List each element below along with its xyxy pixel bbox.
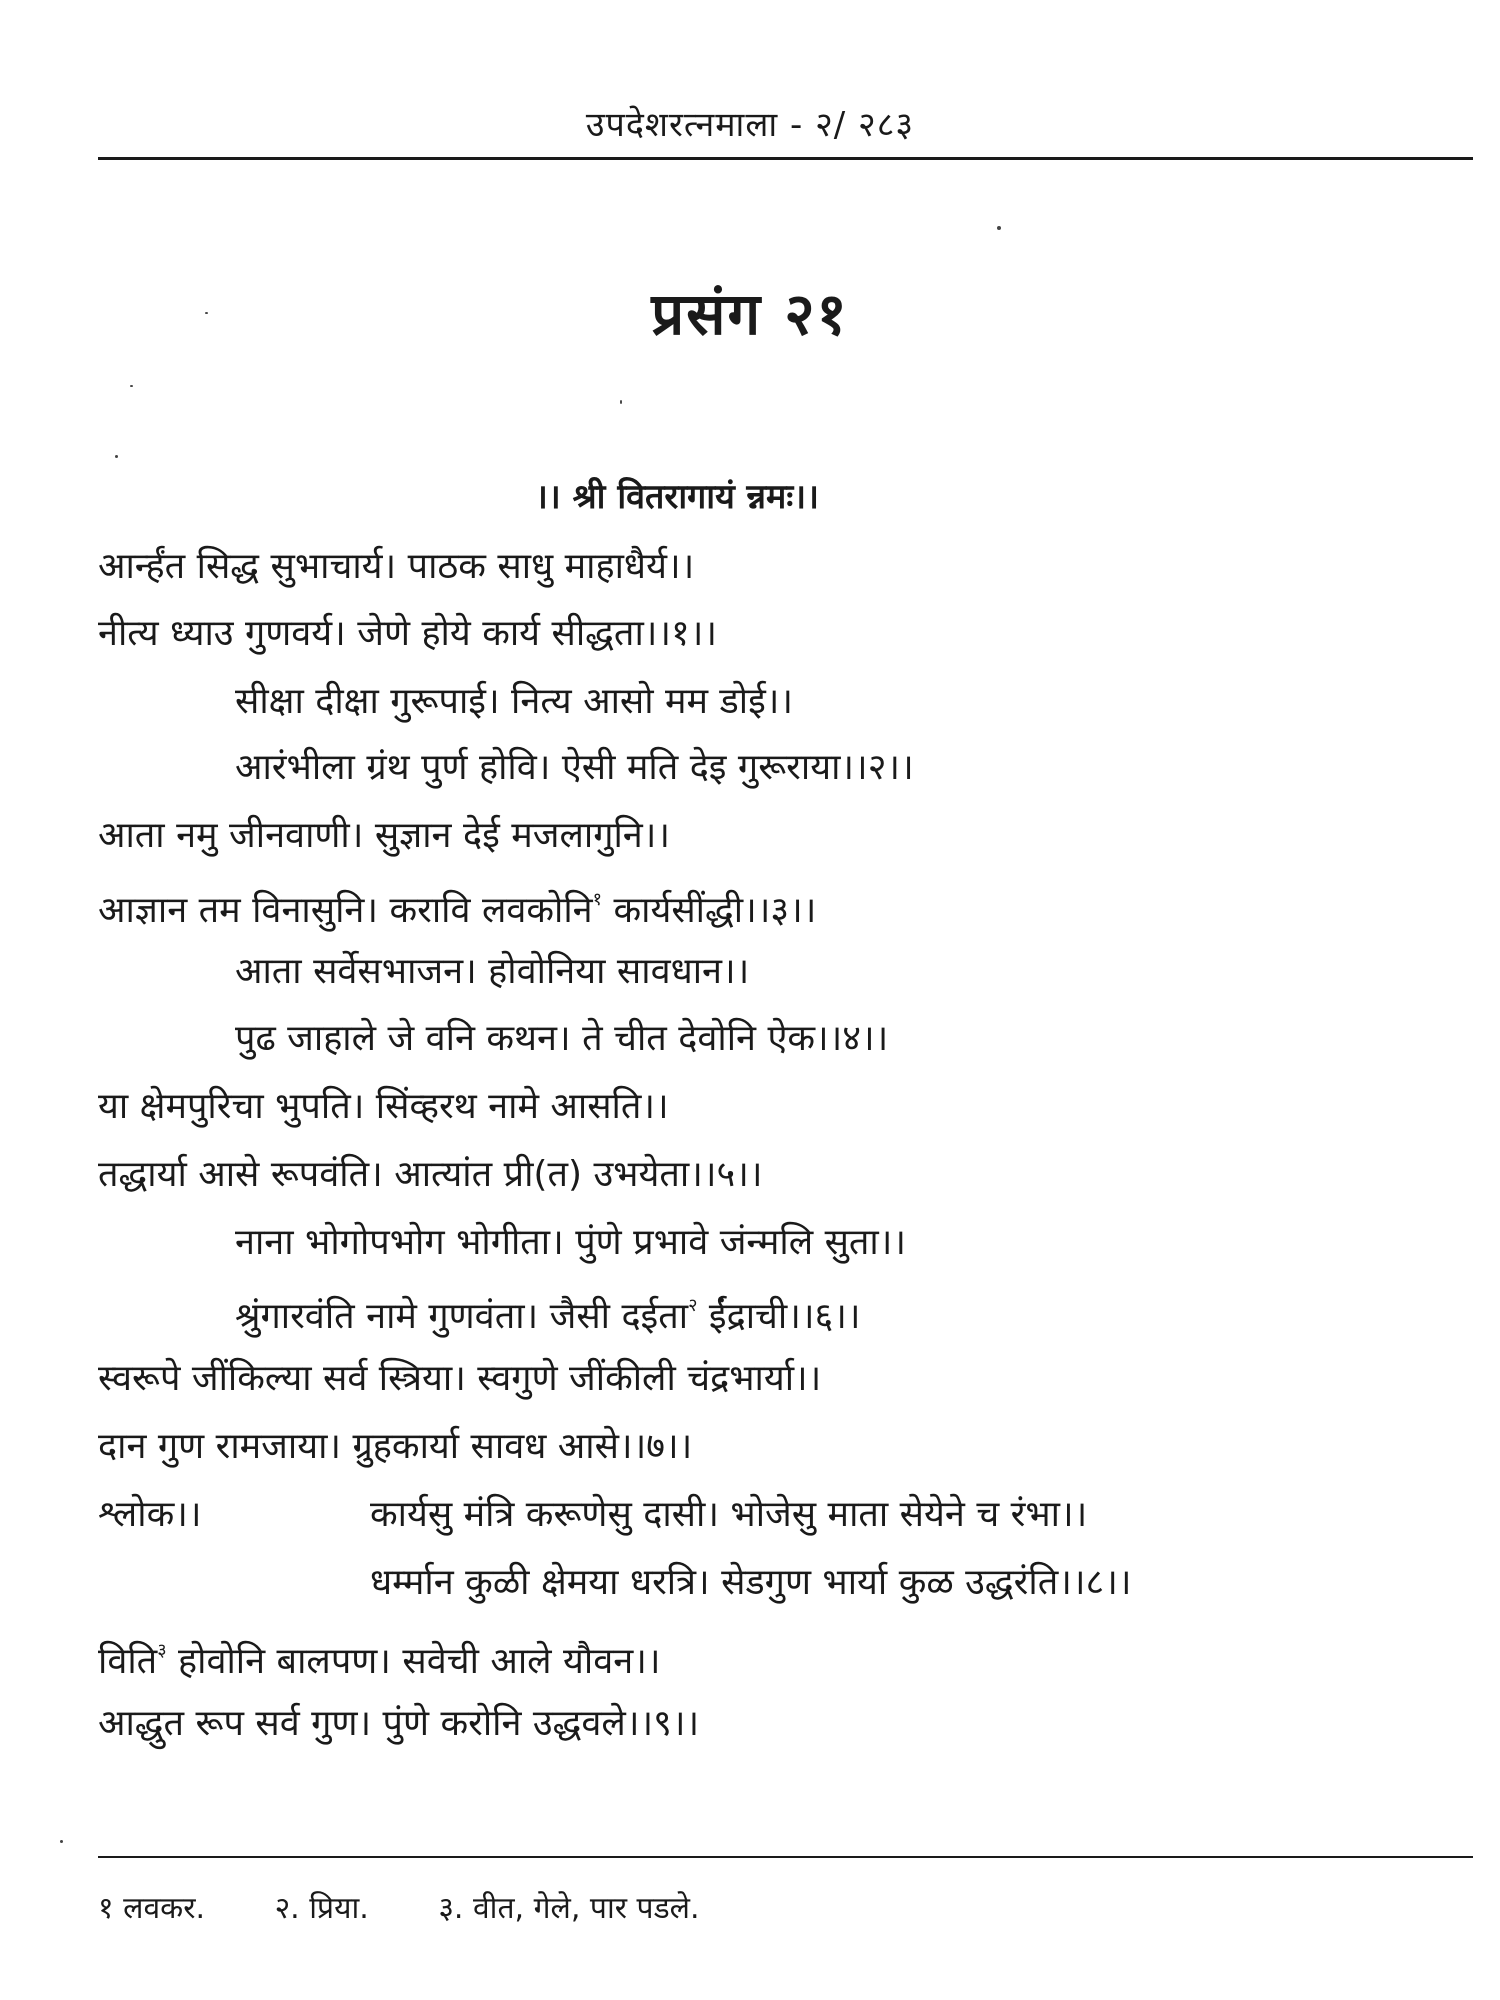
- footnote-marker: २: [688, 1295, 698, 1316]
- verse-line: या क्षेमपुरिचा भुपति। सिंव्हरथ नामे आसति।।: [98, 1086, 669, 1127]
- sloka-label: श्लोक।।: [98, 1494, 202, 1535]
- footnote-2: २. प्रिया.: [274, 1891, 369, 1926]
- verse-line: श्रुंगारवंति नामे गुणवंता। जैसी दईता$^२$ ईंद्राची।।६।।: [235, 1295, 861, 1337]
- scan-speck: [130, 385, 133, 387]
- verse-line: आरंभीला ग्रंथ पुर्ण होवि। ऐसी मति देइ गुरूराया।।२।।: [235, 747, 914, 788]
- footnote-1: १ लवकर.: [98, 1891, 206, 1926]
- verse-line: नीत्य ध्याउ गुणवर्य। जेणे होये कार्य सीद्धता।।१।।: [98, 613, 718, 654]
- scan-speck: [620, 400, 622, 404]
- header-rule: [98, 157, 1473, 160]
- footnote-3: ३. वीत, गेले, पार पडले.: [438, 1891, 700, 1926]
- scan-speck: [205, 312, 208, 314]
- scan-speck: [115, 455, 118, 458]
- verse-line: स्वरूपे जींकिल्या सर्व स्त्रिया। स्वगुणे जींकीली चंद्रभार्या।।: [98, 1358, 822, 1399]
- scan-speck: [60, 1840, 63, 1843]
- verse-line: कार्यसु मंत्रि करूणेसु दासी। भोजेसु माता सेयेने च रंभा।।: [370, 1494, 1088, 1535]
- verse-line: आर्न्हंत सिद्ध सुभाचार्य। पाठक साधु माहाधैर्य।।: [98, 546, 695, 587]
- invocation-line: ।। श्री वितरागायं न्नमः।।: [535, 477, 819, 517]
- chapter-title: प्रसंग २१: [651, 280, 849, 348]
- verse-line: तद्धार्या आसे रूपवंति। आत्यांत प्री(त) उभयेता।।५।।: [98, 1154, 763, 1195]
- footnotes: [98, 1886, 760, 1927]
- footnote-rule: [98, 1856, 1473, 1858]
- verse-line: विति$^३$ होवोनि बालपण। सवेची आले यौवन।।: [98, 1640, 661, 1682]
- scan-speck: [997, 226, 1001, 230]
- footnote-marker: ३: [157, 1640, 167, 1661]
- verse-line: सीक्षा दीक्षा गुरूपाई। नित्य आसो मम डोई।।: [235, 681, 794, 722]
- running-header: उपदेशरत्नमाला - २/ २८३: [585, 105, 915, 145]
- footnote-marker: १: [592, 889, 603, 910]
- verse-line: आद्धुत रूप सर्व गुण। पुंणे करोनि उद्धवले।।९।।: [98, 1703, 700, 1744]
- verse-line: दान गुण रामजाया। ग्रुहकार्या सावध आसे।।७।।: [98, 1426, 693, 1467]
- verse-line: पुढ जाहाले जे वनि कथन। ते चीत देवोनि ऐक।।४।।: [235, 1018, 889, 1059]
- verse-line: धर्म्मान कुळी क्षेमया धरत्रि। सेडगुण भार्या कुळ उद्धरंति।।८।।: [370, 1562, 1132, 1603]
- verse-line: आता सर्वेसभाजन। होवोनिया सावधान।।: [235, 951, 750, 992]
- verse-line: आता नमु जीनवाणी। सुज्ञान देई मजलागुनि।।: [98, 815, 671, 856]
- verse-line: आज्ञान तम विनासुनि। करावि लवकोनि$^१$ कार्यसींद्धी।।३।।: [98, 889, 817, 931]
- verse-line: नाना भोगोपभोग भोगीता। पुंणे प्रभावे जंन्मलि सुता।।: [235, 1222, 907, 1263]
